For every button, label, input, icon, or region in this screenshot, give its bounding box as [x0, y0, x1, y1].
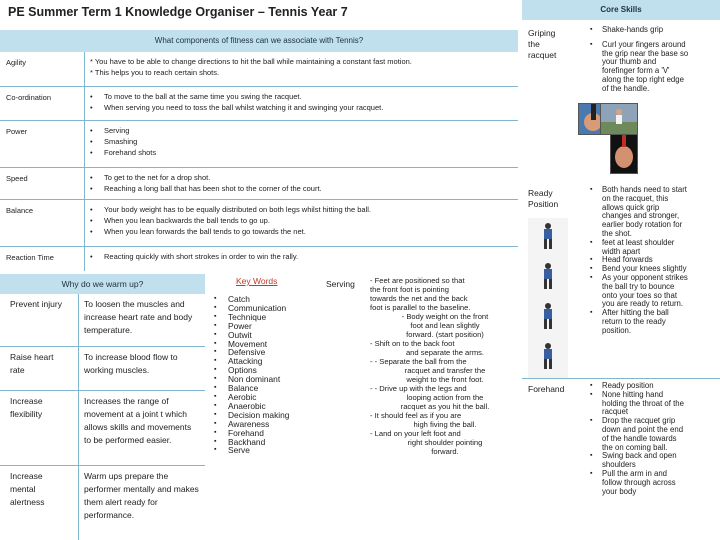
serving-line: - Feet are positioned so that: [370, 276, 465, 285]
ready-item-cont: onto your toes so that: [602, 290, 677, 300]
key-word: ▪ Options: [214, 366, 289, 375]
key-word: ▪ Communication: [214, 304, 289, 313]
fitness-line: • When you lean backwards the ball tends to go up.: [86, 215, 371, 226]
fitness-label: Co-ordination: [6, 93, 52, 102]
fitness-label: Balance: [6, 206, 34, 215]
key-words-title: Key Words: [236, 276, 278, 286]
player-photo: [600, 103, 638, 135]
ready-position-graphic: [528, 218, 568, 378]
key-word: ▪ Outwit: [214, 331, 289, 340]
key-word: ▪ Defensive: [214, 348, 289, 357]
serving-steps: [370, 276, 520, 456]
serving-line: the front foot is pointing: [370, 285, 449, 294]
forehand-label: [528, 384, 564, 395]
key-word: ▪ Forehand: [214, 429, 289, 438]
ready-item-cont: earlier body rotation for: [602, 220, 683, 230]
forehand-item: ▪ Drop the racquet grip: [588, 417, 718, 426]
fitness-row-balance: [0, 200, 518, 247]
key-word: ▪ Power: [214, 322, 289, 331]
serving-line: weight to the front foot.: [406, 375, 484, 384]
fitness-row-coordination: [0, 87, 518, 121]
serving-label: Serving: [326, 279, 355, 289]
key-word: ▪ Aerobic: [214, 393, 289, 402]
fitness-row-reaction-time: [0, 247, 518, 271]
serving-line: racquet as you hit the ball.: [400, 402, 490, 411]
key-word: ▪ Backhand: [214, 438, 289, 447]
forehand-item-cont: down and point the end: [602, 424, 684, 434]
warmup-text: Increases the range of movement at a joint t which allows skills and movements to be performed easier.: [84, 396, 192, 445]
ready-item-cont: the ball try to bounce: [602, 281, 675, 291]
fitness-line: • Your body weight has to be equally distributed on both legs whilst hitting the ball.: [86, 204, 371, 215]
serving-line: towards the net and the back: [370, 294, 468, 303]
ready-item: ▪ As your opponent strikes: [588, 274, 718, 283]
forehand-item-cont: follow through across: [602, 477, 676, 487]
grip-item-cont: the grip near the base so: [602, 48, 689, 58]
ready-item-cont: changes and stronger,: [602, 211, 680, 221]
fitness-line: • Reacting quickly with short strokes in order to win the rally.: [86, 251, 298, 262]
forehand-item-cont: the on coming ball.: [602, 442, 668, 452]
warmup-row: [0, 347, 205, 391]
page-title: PE Summer Term 1 Knowledge Organiser – Tennis Year 7: [8, 5, 348, 19]
forehand-item: ▪ None hitting hand: [588, 391, 718, 400]
fitness-label: Power: [6, 127, 28, 136]
grip-item: ▪ Shake-hands grip: [588, 26, 718, 35]
grip-label-line: the: [528, 39, 540, 49]
ready-item: ▪ Bend your knees slightly: [588, 265, 718, 274]
core-skills-header: [522, 0, 720, 20]
grip-label: [528, 28, 556, 61]
key-word: ▪ Awareness: [214, 420, 289, 429]
fitness-row-power: [0, 121, 518, 168]
warmup-label: Raise heart rate: [10, 352, 54, 375]
ready-item-cont: return to the ready: [602, 316, 666, 326]
grip-closeup-photo: [610, 134, 638, 174]
forehand-item: ▪ Ready position: [588, 382, 718, 391]
grip-item: ▪ Curl your fingers around: [588, 41, 718, 50]
grip-closeup-graphic: [611, 135, 637, 173]
ready-item: ▪ After hitting the ball: [588, 309, 718, 318]
forehand-item-cont: holding the throat of the: [602, 398, 684, 408]
fitness-line: • Forehand shots: [86, 147, 156, 158]
ready-item-cont: position.: [602, 325, 632, 335]
key-word: ▪ Technique: [214, 313, 289, 322]
grip-item-cont: your thumb and: [602, 57, 657, 67]
ready-item-cont: the shot.: [602, 228, 632, 238]
forehand-item: ▪ Swing back and open: [588, 452, 718, 461]
forehand-item-cont: shoulders: [602, 460, 636, 470]
serving-line: high fiving the ball.: [413, 420, 477, 429]
key-word: ▪ Decision making: [214, 411, 289, 420]
fitness-row-agility: [0, 52, 518, 87]
ready-item-cont: width apart: [602, 246, 641, 256]
core-skills-title: Core Skills: [600, 5, 642, 14]
ready-item: ▪ feet at least shoulder: [588, 239, 718, 248]
serving-line: - - Separate the ball from the: [370, 357, 467, 366]
fitness-line: • When serving you need to toss the ball whilst watching it and swinging your racquet.: [86, 102, 383, 113]
key-word: ▪ Balance: [214, 384, 289, 393]
fitness-line: • When you lean forwards the ball tends to go towards the net.: [86, 226, 371, 237]
fitness-label: Reaction Time: [6, 253, 54, 262]
fitness-label: Speed: [6, 174, 28, 183]
fitness-line: • Serving: [86, 125, 156, 136]
ready-label-line: Position: [528, 199, 559, 209]
ready-list: [588, 186, 718, 336]
warmup-row: [0, 466, 205, 539]
forehand-item-cont: your body: [602, 486, 637, 496]
fitness-row-speed: [0, 168, 518, 200]
serving-line: - Shift on to the back foot: [370, 339, 455, 348]
serving-line: - It should feel as if you are: [370, 411, 462, 420]
grip-item-cont: along the top right edge: [602, 74, 684, 84]
core-divider: [522, 378, 720, 379]
grip-item-cont: of the handle.: [602, 83, 650, 93]
serving-line: - Body weight on the front: [401, 312, 489, 321]
serving-line: foot is parallel to the baseline.: [370, 303, 471, 312]
fitness-line: • To move to the ball at the same time you swing the racquet.: [86, 91, 383, 102]
ready-item-cont: on the racquet, this: [602, 193, 669, 203]
grip-item-cont: forefinger form a 'V': [602, 66, 670, 76]
ready-item-cont: you are ready to return.: [602, 299, 684, 309]
serving-line: and separate the arms.: [405, 348, 485, 357]
serving-line: forward. (start position): [406, 330, 484, 339]
warmup-text: To loosen the muscles and increase heart rate and body temperature.: [84, 299, 193, 335]
fitness-line: • Smashing: [86, 136, 156, 147]
ready-item: ▪ Both hands need to start: [588, 186, 718, 195]
warmup-label: Increase mental alertness: [10, 471, 45, 507]
serving-line: forward.: [431, 447, 459, 456]
serving-line: foot and lean slightly: [410, 321, 480, 330]
grip-label-line: racquet: [528, 50, 557, 60]
warmup-row: [0, 391, 205, 466]
key-word: ▪ Attacking: [214, 357, 289, 366]
warmup-heading: Why do we warm up?: [0, 274, 205, 294]
warmup-row: [0, 294, 205, 347]
serving-line: looping action from the: [406, 393, 484, 402]
forehand-item-cont: racquet: [602, 407, 629, 417]
warmup-text: To increase blood flow to working muscles.: [84, 352, 178, 375]
forehand-list: [588, 382, 718, 496]
fitness-line: • Reaching a long ball that has been shot to the corner of the court.: [86, 183, 322, 194]
fitness-heading: What components of fitness can we associate with Tennis?: [0, 30, 518, 52]
warmup-label: Increase flexibility: [10, 396, 43, 419]
forehand-label-line: Forehand: [528, 384, 565, 394]
ready-label-line: Ready: [528, 188, 553, 198]
ready-position-photos: [528, 218, 568, 378]
fitness-line: * This helps you to reach certain shots.: [90, 68, 220, 77]
serving-line: right shoulder pointing: [407, 438, 483, 447]
serving-line: - - Drive up with the legs and: [370, 384, 467, 393]
key-word: ▪ Movement: [214, 340, 289, 349]
fitness-line: • To get to the net for a drop shot.: [86, 172, 322, 183]
warmup-label: Prevent injury: [10, 299, 62, 309]
fitness-line: * You have to be able to change directions to hit the ball while maintaining a constant fast motion.: [90, 57, 412, 66]
warmup-text: Warm ups prepare the performer mentally and makes them alert ready for performance.: [84, 471, 199, 520]
serving-line: - Land on your left foot and: [370, 429, 461, 438]
key-words-list: [214, 295, 289, 455]
ready-item-cont: allows quick grip: [602, 202, 660, 212]
forehand-item-cont: of the handle towards: [602, 433, 677, 443]
fitness-label: Agility: [6, 58, 27, 67]
ready-item: ▪ Head forwards: [588, 256, 718, 265]
grip-label-line: Griping: [528, 28, 556, 38]
key-word: ▪ Catch: [214, 295, 289, 304]
forehand-item: ▪ Pull the arm in and: [588, 470, 718, 479]
key-word: ▪ Non dominant: [214, 375, 289, 384]
player-photo-graphic: [601, 104, 637, 134]
key-word: ▪ Anaerobic: [214, 402, 289, 411]
ready-position-label: [528, 188, 558, 210]
grip-list: [588, 26, 718, 94]
key-word: ▪ Serve: [214, 446, 289, 455]
serving-line: racquet and transfer the: [404, 366, 486, 375]
